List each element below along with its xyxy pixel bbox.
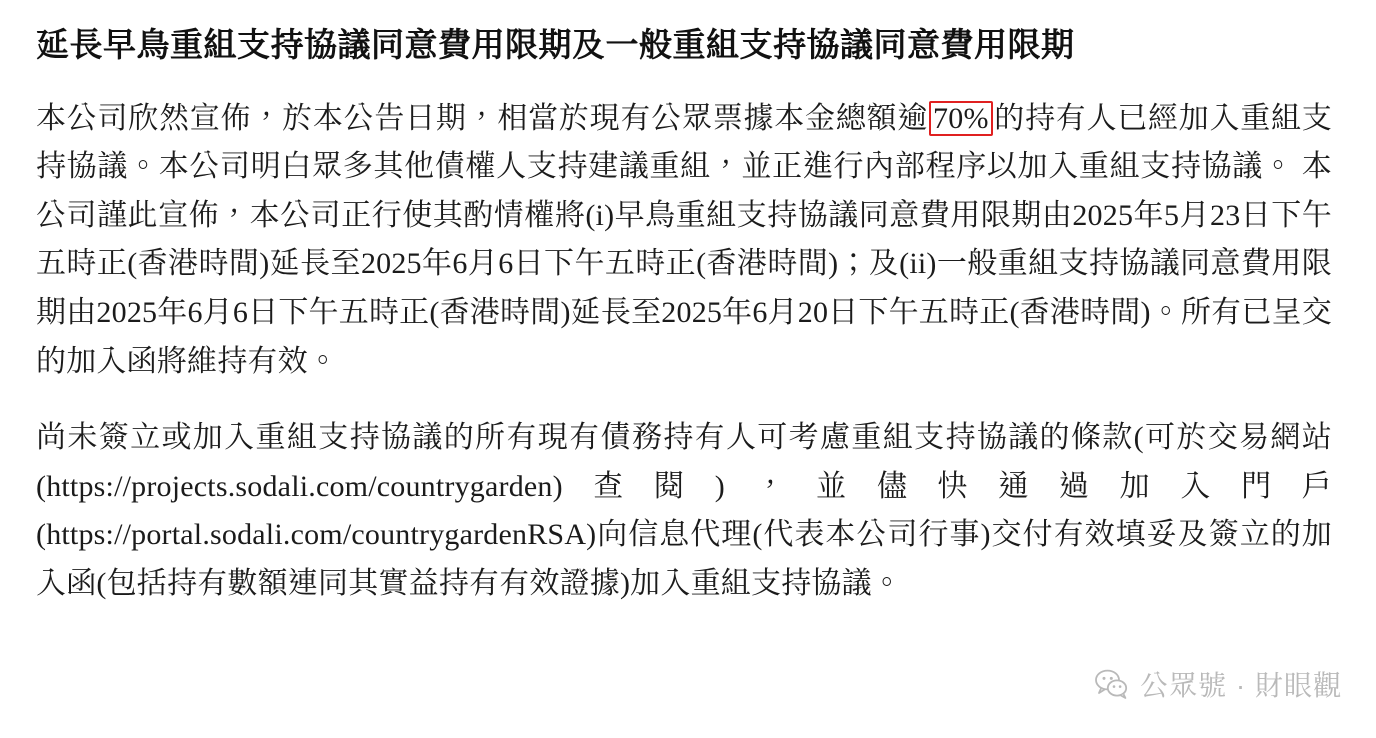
page-title: 延長早鳥重組支持協議同意費用限期及一般重組支持協議同意費用限期	[36, 28, 1075, 64]
paragraph-1-text-after-highlight: 的持有人已經加入重組支持協議。本公司明白眾多其他債權人支持建議重組，並正進行內部程序以加入重組支持協議。 本公司謹此宣佈，本公司正行使其酌情權將(i)早鳥重組支持協議同意費用限期由2025年5月23日下午五時正(香港時間)延長至2025年6月6日下午五時正(香港時間)；及(ii)一般重組支持協議同意費用限期由2025年6月6日下午五時正(香港時間)延長至2025年6月20日下午五時正(香港時間)。所有已呈交的加入函將維持有效。	[36, 101, 1332, 378]
wechat-icon	[1094, 667, 1128, 701]
watermark-label: 公眾號 · 財眼觀	[1140, 670, 1342, 701]
document-body	[36, 24, 1332, 608]
paragraph-1-text-before-highlight: 本公司欣然宣佈，於本公告日期，相當於現有公眾票據本金總額逾	[36, 101, 929, 135]
highlighted-percentage: 70%	[929, 101, 993, 137]
watermark	[1094, 664, 1342, 704]
paragraph-1	[36, 95, 1332, 387]
paragraph-2: 尚未簽立或加入重組支持協議的所有現有債務持有人可考慮重組支持協議的條款(可於交易網站(https://projects.sodali.com/countrygarden)查閱)，並儘快通過加入門戶(https://portal.sodali.com/countrygardenRSA)向信息代理(代表本公司行事)交付有效填妥及簽立的加入函(包括持有數額連同其實益持有有效證據)加入重組支持協議。	[36, 421, 1332, 600]
